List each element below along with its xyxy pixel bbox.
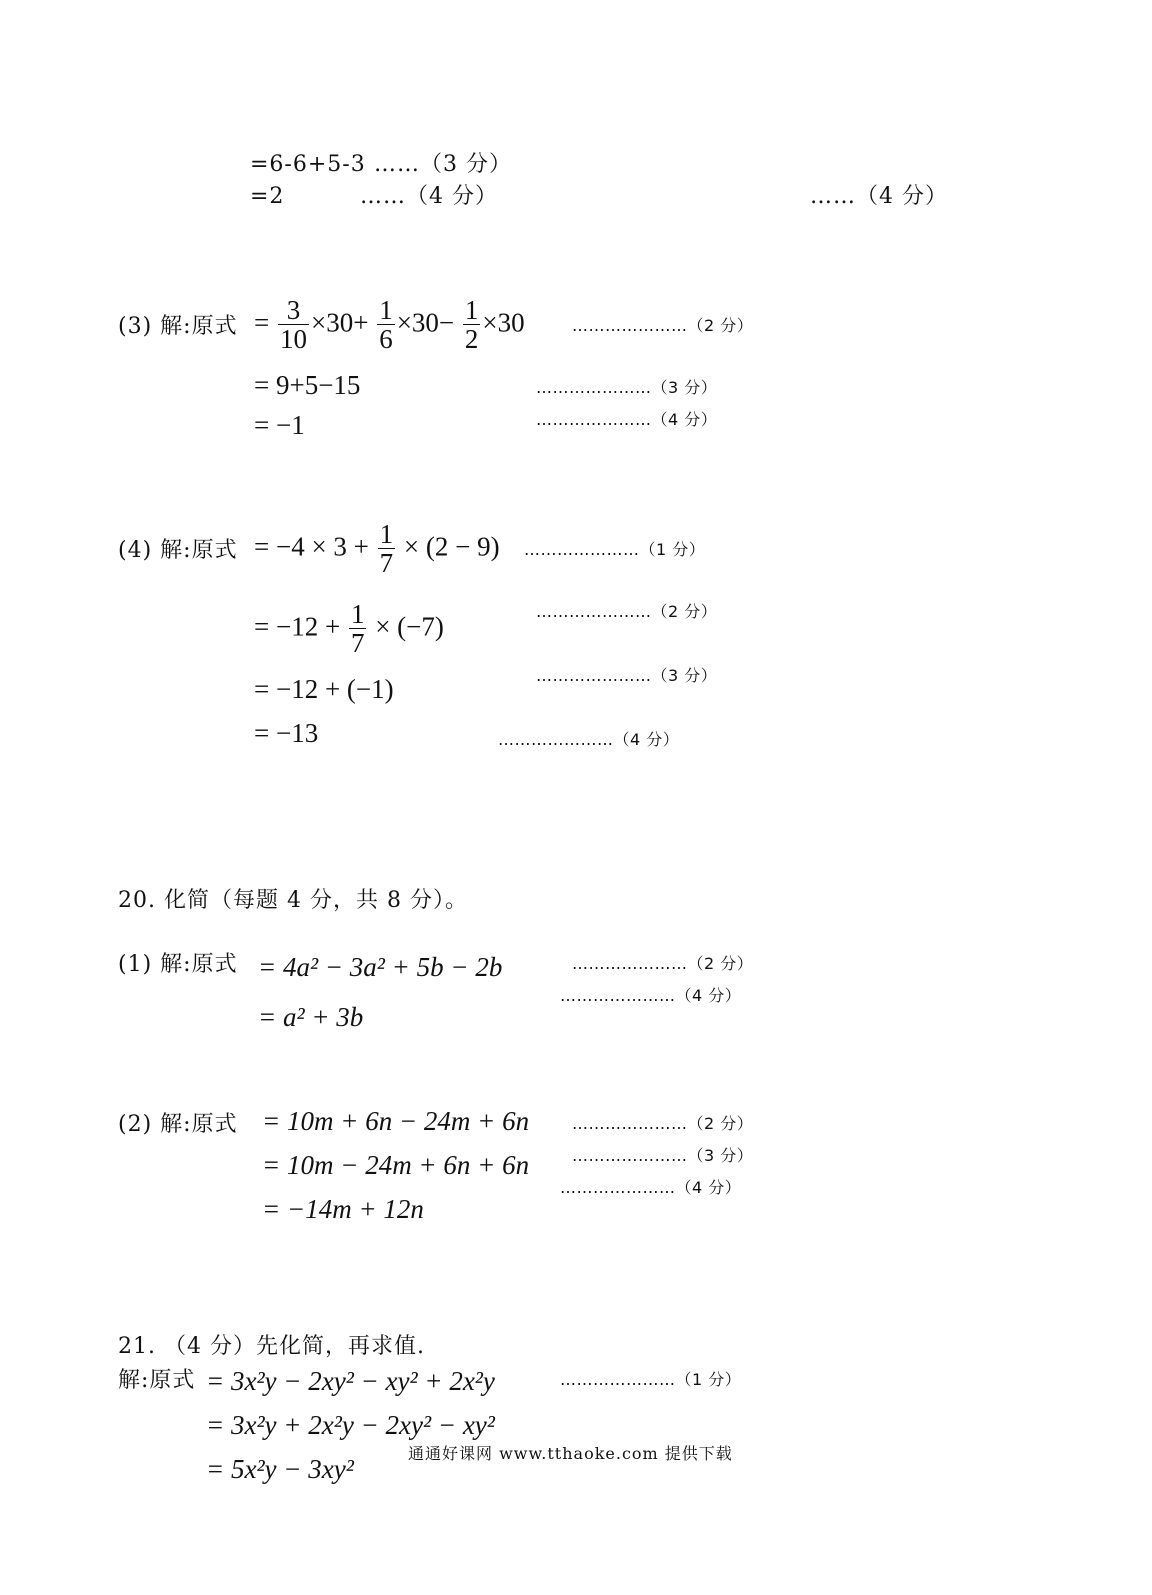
q20-title: 20. 化简（每题 4 分，共 8 分）。 (118, 888, 468, 913)
q20-p2-line3: = −14m + 12n (262, 1194, 424, 1224)
p4-score4: …………………（4 分） (498, 730, 680, 749)
p3-score2: …………………（3 分） (536, 378, 718, 397)
q20-p2-line2: = 10m − 24m + 6n + 6n (262, 1150, 530, 1180)
q20-p2-score2: …………………（3 分） (572, 1146, 754, 1165)
p4-label: (4) 解:原式 (118, 538, 238, 563)
p4-frac2: $\frac{1}{7}$ (350, 599, 365, 659)
q21-line3: = 5x²y − 3xy² (206, 1454, 354, 1484)
p2-right-score: ……（4 分） (810, 184, 948, 209)
q20-p1-score1: …………………（2 分） (572, 954, 754, 973)
p2-line1-score: ……（3 分） (374, 152, 512, 177)
p3-frac1: $\frac{3}{10}$ (279, 295, 307, 355)
q21-label: 解:原式 (118, 1368, 196, 1393)
q21-title: 21. （4 分）先化简，再求值. (118, 1334, 425, 1359)
p4-line4: = −13 (254, 718, 319, 748)
p4-frac1: $\frac{1}{7}$ (379, 519, 394, 579)
q21-score1: …………………（1 分） (560, 1370, 742, 1389)
q20-p1-line1: = 4a² − 3a² + 5b − 2b (258, 952, 503, 982)
p4-score1: …………………（1 分） (524, 540, 706, 559)
footer-credit: 通通好课网 www.tthaoke.com 提供下载 (408, 1444, 733, 1463)
p2-line1: =6-6+5-3 (250, 152, 366, 177)
p3-line3: = −1 (254, 410, 305, 440)
q21-line2: = 3x²y + 2x²y − 2xy² − xy² (206, 1410, 495, 1440)
p3-line2: = 9+5−15 (254, 370, 361, 400)
p4-score2: …………………（2 分） (536, 602, 718, 621)
p3-frac3: $\frac{1}{2}$ (464, 295, 479, 355)
q20-p1-label: (1) 解:原式 (118, 952, 238, 977)
p4-line2: = −12 + $\frac{1}{7}$ × (−7) (254, 599, 444, 659)
p4-score3: …………………（3 分） (536, 666, 718, 685)
p3-score3: …………………（4 分） (536, 410, 718, 429)
p3-score1: …………………（2 分） (572, 316, 754, 335)
p3-label: (3) 解:原式 (118, 314, 238, 339)
q20-p2-score1: …………………（2 分） (572, 1114, 754, 1133)
p3-frac2: $\frac{1}{6}$ (379, 295, 393, 355)
p4-line1: = −4 × 3 + $\frac{1}{7}$ × (2 − 9) (254, 519, 500, 579)
p4-line3: = −12 + (−1) (254, 674, 394, 704)
q20-p2-label: (2) 解:原式 (118, 1112, 238, 1137)
p3-line1: = $\frac{3}{10}$ ×30+ $\frac{1}{6}$ ×30− $\frac{1}{2}$ ×30 (254, 295, 525, 355)
q20-p1-line2: = a² + 3b (258, 1002, 364, 1032)
q20-p2-line1: = 10m + 6n − 24m + 6n (262, 1106, 530, 1136)
p2-line2-score: ……（4 分） (360, 184, 498, 209)
q21-line1: = 3x²y − 2xy² − xy² + 2x²y (206, 1366, 495, 1396)
p2-line2: =2 (250, 184, 285, 209)
q20-p2-score3: …………………（4 分） (560, 1178, 742, 1197)
q20-p1-score2: …………………（4 分） (560, 986, 742, 1005)
